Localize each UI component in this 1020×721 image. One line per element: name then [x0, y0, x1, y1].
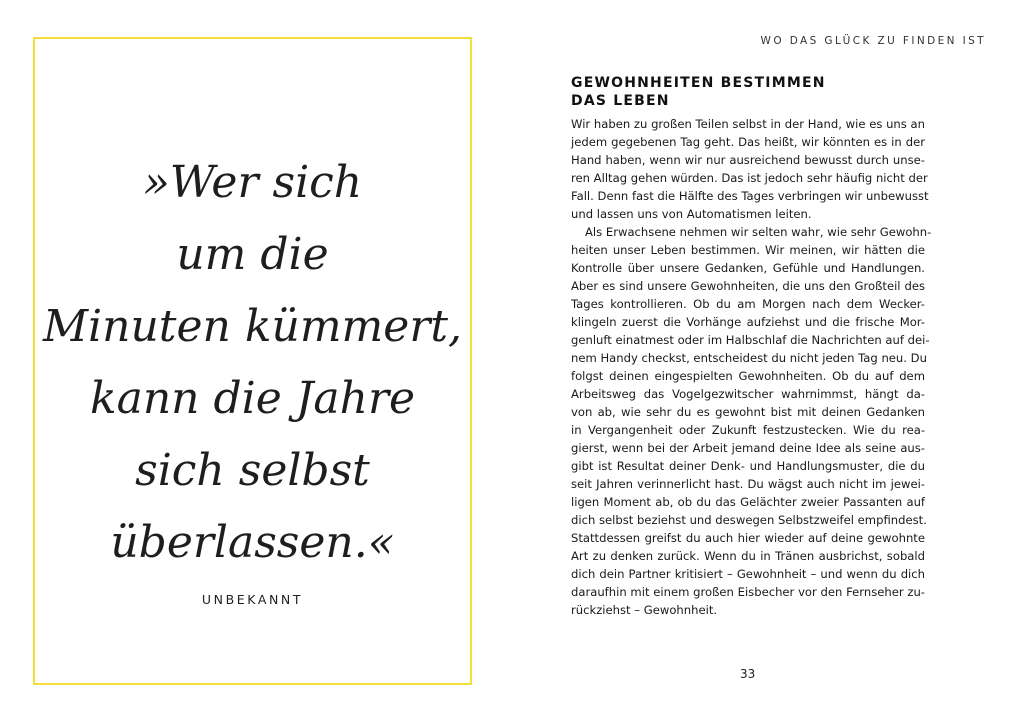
body-line: gibt ist Resultat deiner Denk- und Handlungsmuster, die du — [571, 459, 925, 473]
heading-line: GEWOHNHEITEN BESTIMMEN — [571, 75, 826, 91]
body-text — [571, 115, 932, 619]
body-line: ren Alltag gehen würden. Das ist jedoch sehr häufig nicht der — [571, 171, 928, 185]
body-line: rückziehst – Gewohnheit. — [571, 603, 718, 617]
section-heading — [571, 74, 931, 110]
body-line: Stattdessen greifst du auch hier wieder auf deine gewohnte — [571, 531, 925, 545]
running-head: WO DAS GLÜCK ZU FINDEN IST — [760, 35, 986, 47]
quote-frame — [33, 37, 472, 685]
quote-line: kann die Jahre — [89, 373, 416, 424]
body-line: Kontrolle über unsere Gedanken, Gefühle und Handlungen. — [571, 261, 925, 275]
quote-author: UNBEKANNT — [201, 592, 304, 607]
body-line: Tages kontrollieren. Ob du am Morgen nach dem Wecker- — [571, 297, 925, 311]
body-line: von ab, wie sehr du es gewohnt bist mit deinen Gedanken — [571, 405, 925, 419]
quote-line: überlassen.« — [110, 517, 395, 568]
body-line: nem Handy checkst, entscheidest du nicht jeden Tag neu. Du — [571, 351, 927, 365]
quote-line: um die — [176, 229, 329, 280]
body-line: Fall. Denn fast die Hälfte des Tages verbringen wir unbewusst — [571, 189, 929, 203]
body-line: Aber es sind unsere Gewohnheiten, die uns den Großteil des — [571, 279, 925, 293]
body-line: jedem gegebenen Tag geht. Das heißt, wir könnten es in der — [571, 135, 925, 149]
body-line: ligen Moment ab, ob du das Gelächter zweier Passanten auf — [571, 495, 925, 509]
page-number: 33 — [740, 667, 756, 681]
body-line: seit Jahren verinnerlicht hast. Du wägst auch nicht im jewei- — [571, 477, 925, 491]
heading-line: DAS LEBEN — [571, 93, 670, 109]
quote-line: »Wer sich — [142, 157, 363, 208]
body-line: klingeln zuerst die Vorhänge aufziehst und die frische Mor- — [571, 315, 925, 329]
body-line: Hand haben, wenn wir nur ausreichend bewusst durch unse- — [571, 153, 925, 167]
body-line: dich selbst beziehst und deswegen Selbstzweifel empfindest. — [571, 513, 927, 527]
body-line: und lassen uns von Automatismen leiten. — [571, 207, 812, 221]
body-line: genluft einatmest oder im Halbschlaf die Nachrichten auf dei- — [571, 333, 930, 347]
quote — [35, 147, 470, 579]
body-line: Arbeitsweg das Vogelgezwitscher wahrnimmst, hängt da- — [571, 387, 925, 401]
body-line: dich dein Partner kritisiert – Gewohnheit – und wenn du dich — [571, 567, 925, 581]
body-line: folgst deinen eingespielten Gewohnheiten. Ob du auf dem — [571, 369, 925, 383]
body-line: Als Erwachsene nehmen wir selten wahr, wie sehr Gewohn- — [585, 225, 932, 239]
quote-line: sich selbst — [135, 445, 370, 496]
quote-line: Minuten kümmert, — [42, 301, 463, 352]
body-line: daraufhin mit einem großen Eisbecher vor den Fernseher zu- — [571, 585, 925, 599]
body-line: Wir haben zu großen Teilen selbst in der Hand, wie es uns an — [571, 117, 925, 131]
body-line: in Vergangenheit oder Zukunft festzustecken. Wie du rea- — [571, 423, 925, 437]
body-line: gierst, wenn bei der Arbeit jemand deine Idee als seine aus- — [571, 441, 925, 455]
body-line: heiten unser Leben bestimmen. Wir meinen, wir hätten die — [571, 243, 925, 257]
body-line: Art zu denken zurück. Wenn du in Tränen ausbrichst, sobald — [571, 549, 925, 563]
